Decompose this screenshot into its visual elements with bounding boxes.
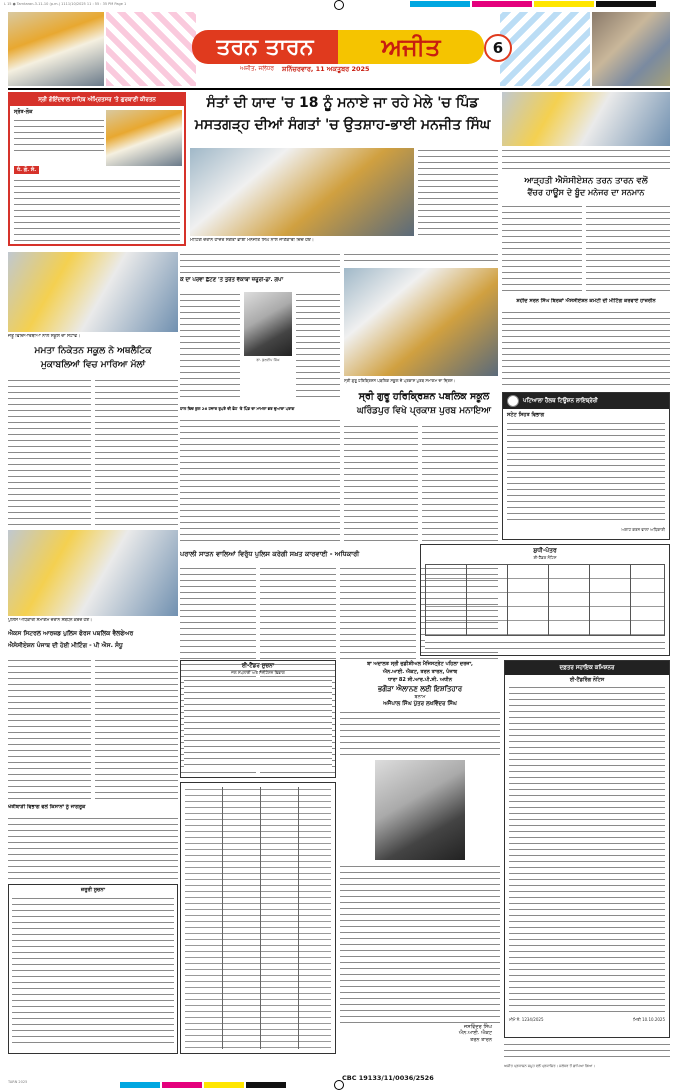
masthead-rule <box>8 88 670 90</box>
cmyk-strip-black <box>596 1 656 7</box>
masthead-city: ਅਜੀਤ, ਜਲੰਧਰ <box>240 65 275 72</box>
hospital-ad-body <box>507 421 665 525</box>
school-crest-icon <box>507 395 519 407</box>
masthead-building-photo <box>592 12 670 86</box>
mid-intro <box>180 252 340 274</box>
right-top-body-a <box>502 148 670 174</box>
proclamation-body-1 <box>340 710 500 756</box>
centre-body-3 <box>340 566 416 662</box>
cmyk-strip-cyan <box>410 1 470 7</box>
police-body-2 <box>95 658 178 802</box>
lead-caption: ਮੀਟਿੰਗ ਦੌਰਾਨ ਹਾਜ਼ਰ ਸੰਗਤਾਂ ਭਾਈ ਮਨਜੀਤ ਸਿੰਘ ਨਾਲ ਜਾਣਕਾਰੀ ਦਿੰਦੇ ਹੋਏ। <box>190 238 314 243</box>
proclamation-sign-name: ਜਸਵਿੰਦਰ ਸਿੰਘ <box>464 1024 492 1031</box>
right-top-headline-line1: ਆੜ੍ਹਤੀ ਐਸੋਸੀਏਸ਼ਨ ਤਰਨ ਤਾਰਨ ਵਲੋਂ <box>524 176 648 186</box>
school-left-headline-line2: ਮੁਕਾਬਲਿਆਂ ਵਿਚ ਮਾਰਿਆ ਮੱਲਾਂ <box>40 360 146 370</box>
print-strip-top: L 15 ● Tarntaran-3-11-10 (p.m.) 1111/10/2025 11 : 55 : 35 PM Page 1 <box>4 2 127 6</box>
proclamation-line3: ਧਾਰਾ 82 ਸੀ.ਆਰ.ਪੀ.ਸੀ. ਅਧੀਨ <box>388 677 452 683</box>
right-notice <box>504 660 670 1038</box>
hospital-ad-footer: ਅਲਾਟ ਕਰਨ ਵਾਲਾ ਅਧਿਕਾਰੀ <box>621 527 665 532</box>
bottom-tender-grid <box>185 787 331 1049</box>
mid-body-3 <box>180 418 340 544</box>
small-ad-label: ਜ਼ਰੂਰੀ ਸੂਚਨਾ <box>81 887 105 893</box>
guru-school-body-2 <box>422 424 498 544</box>
cmyk-bottom-yellow <box>204 1082 244 1088</box>
right-mid-headline: ਸ਼ਹੀਦ ਸਰਨ ਸਿੰਘ ਬਿਰਕਾਂ ਐਸੋਸੀਏਸ਼ਨ ਕਮੇਟੀ ਦੀ ਮੀਟਿੰਗ ਕਰਵਾਏ ਹਾਜ਼ਰੀਨ <box>516 298 656 304</box>
small-story-left-body <box>8 816 178 880</box>
small-ad-left <box>8 884 178 1054</box>
guru-school-headline <box>344 390 504 420</box>
lead-body-right <box>418 148 498 238</box>
proclamation-line6: ਅਜੈਪਾਲ ਸਿੰਘ ਪੁੱਤਰ ਲਖਵਿੰਦਰ ਸਿੰਘ <box>383 701 457 708</box>
doctor-photo-caption: ਡਾ. ਕੁਲਦੀਪ ਸਿੰਘ <box>256 358 280 362</box>
golden-temple-photo <box>8 12 104 86</box>
proclamation-head <box>340 660 500 708</box>
notice-top-footer <box>425 640 665 652</box>
small-headline-left: ਖੇਤੀਬਾੜੀ ਵਿਭਾਗ ਵਲੋਂ ਕਿਸਾਨਾਂ ਨੂੰ ਜਾਗਰੂਕ <box>8 804 86 810</box>
right-top-body-b1 <box>502 204 582 294</box>
proclamation-line1: ਬਾ ਅਦਾਲਤ ਸ੍ਰੀ ਜੁਡੀਸ਼ੀਅਲ ਮੈਜਿਸਟ੍ਰੇਟ ਪਹਿਲਾ ਦਰਜਾ, <box>367 661 473 667</box>
right-top-body-b2 <box>586 204 670 294</box>
small-ad-body <box>12 896 174 1046</box>
cmyk-bottom-cyan <box>120 1082 160 1088</box>
masthead-ornament-right <box>500 12 590 86</box>
hospital-ad <box>502 392 670 540</box>
mid-sub-headline: ਹਾਲ ਵਿਚ ਕੁਲ 26 ਹਜ਼ਾਰ ਰੁਪਏ ਦੀ ਛੋਟ 'ਤੇ ਪਿੰਡ ਦਾ ਮਾਮਲਾ ਭਰ ਦੁਆਰਾ ਪਰਾਗ <box>180 406 295 411</box>
school-left-headline-line1: ਮਮਤਾ ਨਿਕੇਤਨ ਸਕੂਲ ਨੇ ਅਥਲੈਟਿਕ <box>34 346 152 356</box>
notice-top-sub: ਈ-ਟੈਂਡਰ ਨੋਟਿਸ <box>533 555 557 560</box>
police-body-1 <box>8 658 91 802</box>
police-photo <box>8 530 178 616</box>
cbc-code: CBC 19133/11/0036/2526 <box>342 1074 434 1082</box>
registration-mark-icon <box>334 0 344 10</box>
cmyk-bottom-magenta <box>162 1082 202 1088</box>
proclamation-line5: ਬਨਾਮ <box>414 694 426 700</box>
notice-top <box>420 544 670 656</box>
tender-sub: ਜਲ ਸਪਲਾਈ ਅਤੇ ਸੈਨੀਟੇਸ਼ਨ ਵਿਭਾਗ <box>231 670 285 675</box>
tender-title: ਈ-ਟੈਂਡਰ ਸੂਚਨਾ <box>241 663 275 669</box>
notice-top-title: ਸ਼ੁਧੀ-ਪੱਤਰ <box>533 547 557 554</box>
masthead-title-right <box>338 30 484 64</box>
masthead-date: ਸ਼ਨਿੱਚਰਵਾਰ, 11 ਅਕਤੂਬਰ 2025 <box>282 65 370 73</box>
mid-body-1 <box>180 292 240 402</box>
gurbani-sub2: ਧੰ. ਗੋ. ਸੰ. <box>14 166 39 174</box>
proclamation-body-2 <box>340 864 500 1024</box>
guru-school-headline-line2: ਘਰਿੰਡਪੁਰ ਵਿਖੇ ਪ੍ਰਕਾਸ਼ ਪੁਰਬ ਮਨਾਇਆ <box>356 406 491 416</box>
lead-photo <box>190 148 414 236</box>
masthead-subline <box>240 65 470 75</box>
hospital-ad-name: ਪਟਿਆਲਾ ਹੈਲਥ ਟਿਊਸ਼ਨ ਲਾਇਬ੍ਰੇਰੀ <box>523 397 598 404</box>
guru-school-intro <box>344 252 498 266</box>
masthead-title-right-text: ਅਜੀਤ <box>381 33 441 61</box>
masthead-title-left-text: ਤਰਨ ਤਾਰਨ <box>216 34 314 60</box>
school-left-body-1 <box>8 378 91 526</box>
print-strip-bottom: TARN 2025 <box>8 1080 28 1084</box>
lead-headline <box>190 92 495 144</box>
page-number-circle <box>484 34 512 62</box>
proclamation-box <box>340 660 500 1070</box>
gurbani-text-1 <box>14 118 104 156</box>
accused-photo <box>375 760 465 860</box>
police-headline-line1: ਐਕਸ ਸਿਟਰਲ ਆਰਜ਼ਡ ਪੁਲਿਸ ਫੋਰਸ ਪਬਲਿਕ ਵੈਲਫੇਅਰ <box>8 630 134 637</box>
proclamation-sign-place: ਤਰਨ ਤਾਰਨ <box>470 1036 492 1043</box>
right-notice-date: ਮਿਤੀ 10.10.2025 <box>633 1017 665 1022</box>
police-caption: ਪੁਲਿਸ ਅਧਿਕਾਰੀ ਸਮਾਗਮ ਦੌਰਾਨ ਸੰਬੋਧਨ ਕਰਦੇ ਹੋਏ। <box>8 618 92 623</box>
gurbani-sub1: ਸ੍ਰੋਤ-ਲੋਕ <box>14 109 33 115</box>
guru-school-caption: ਸ੍ਰੀ ਗੁਰੂ ਹਰਿਕ੍ਰਿਸ਼ਨ ਪਬਲਿਕ ਸਕੂਲ ਦੇ ਪ੍ਰਕਾਸ਼ ਪੁਰਬ ਸਮਾਗਮ ਦਾ ਦ੍ਰਿਸ਼। <box>344 378 456 383</box>
hospital-ad-header <box>503 393 669 409</box>
police-headline-line2: ਐਸੋਸੀਏਸ਼ਨ ਪੰਜਾਬ ਦੀ ਹੋਈ ਮੀਟਿੰਗ - ਪੀ ਐਸ. ਸੰਧੂ <box>8 642 123 649</box>
right-notice-ref: ਮੀਮੋ ਨੰ. 1234/2025 <box>509 1017 544 1022</box>
guru-school-body-1 <box>344 424 418 544</box>
gurbani-heading-text: ਸ੍ਰੀ ਗੋਇੰਦਵਾਲ ਸਾਹਿਬ ਅੰਮ੍ਰਿਤਸਰ 'ਤੇ ਗੁਰਬਾਣੀ ਕੀਰਤਨ <box>38 96 156 103</box>
centre-headline: ਪਰਾਲੀ ਸਾੜਨ ਵਾਲਿਆਂ ਵਿਰੁੱਧ ਪੁਲਿਸ ਕਰੇਗੀ ਸਖ਼ਤ ਕਾਰਵਾਈ - ਅਧਿਕਾਰੀ <box>180 550 360 558</box>
gurbani-heading <box>10 94 184 106</box>
cmyk-bottom-black <box>246 1082 286 1088</box>
right-notice-title: ਦਫ਼ਤਰ ਸਹਾਇਕ ਕਮਿਸ਼ਨਰ <box>559 664 615 671</box>
gurbani-photo <box>106 110 182 166</box>
tender-body <box>184 678 332 768</box>
school-left-body-2 <box>95 378 178 526</box>
lead-headline-line1: ਸੰਤਾਂ ਦੀ ਯਾਦ 'ਚ 18 ਨੂੰ ਮਨਾਏ ਜਾ ਰਹੇ ਮੇਲੇ 'ਚ ਪਿੰਡ <box>206 95 479 111</box>
proclamation-sign-role: ਐਨ.ਆਈ. ਐਕਟ <box>458 1030 492 1037</box>
right-notice-footer <box>509 1017 665 1022</box>
notice-top-table <box>425 564 665 636</box>
proclamation-line4: ਭਗੌੜਾ ਐਲਾਨਣ ਲਈ ਇਸ਼ਤਿਹਾਰ <box>377 685 463 693</box>
lead-headline-line2: ਮਸਤਗੜ੍ਹ ਦੀਆਂ ਸੰਗਤਾਂ 'ਚ ਉਤਸ਼ਾਹ-ਭਾਈ ਮਨਜੀਤ ਸਿੰਘ <box>194 117 491 133</box>
cmyk-strip-yellow <box>534 1 594 7</box>
imprint: ਅਜੀਤ ਪ੍ਰਕਾਸ਼ਨ ਸਮੂਹ ਵਲੋਂ ਪ੍ਰਕਾਸ਼ਿਤ। ਜਲੰਧਰ ਤੋਂ ਛਾਪਿਆ ਗਿਆ। <box>504 1064 595 1068</box>
right-notice-header <box>505 661 669 675</box>
right-mid-body <box>502 310 670 388</box>
masthead-ornament-left <box>106 12 196 86</box>
mid-body-2 <box>296 292 340 402</box>
school-left-caption: ਜੇਤੂ ਵਿਦਿਆਰਥੀਆਂ ਨਾਲ ਸਕੂਲ ਦਾ ਸਟਾਫ। <box>8 334 81 339</box>
right-notice-body <box>509 685 665 1015</box>
police-headline <box>8 628 178 654</box>
right-top-photo <box>502 92 670 146</box>
school-photo-left <box>8 252 178 332</box>
cmyk-strip-magenta <box>472 1 532 7</box>
masthead-title-left <box>192 30 338 64</box>
imprint-lines <box>504 1042 670 1062</box>
gurbani-box <box>8 92 186 246</box>
right-top-headline-line2: ਵੈਂਚਰ ਹਾਊਸ ਦੇ ਬੂੰਦ ਮਨੇਜਰ ਦਾ ਸਨਮਾਨ <box>527 188 645 197</box>
gurbani-text-2 <box>14 178 180 246</box>
bottom-tender-table <box>180 782 336 1054</box>
proclamation-line2: ਐਨ.ਆਈ. ਐਕਟ, ਤਰਨ ਤਾਰਨ, ਪੰਜਾਬ <box>382 669 458 675</box>
tender-box <box>180 660 336 778</box>
mid-headline: ਕੇ ਦਾ ਪਰਵਾ ਛੱਟਣ 'ਤੇ ਤੁਰੰਤ ਵੱਕਾਬਾ ਜ਼ਰੂਰੀ-ਡਾ. ਗੋਪਾ <box>180 277 283 283</box>
page-number: 6 <box>492 39 504 57</box>
proclamation-signature <box>340 1024 500 1043</box>
right-top-headline <box>502 175 670 201</box>
right-notice-sub: ਈ-ਟੈਂਡਰਿੰਗ ਨੋਟਿਸ <box>569 677 605 683</box>
guru-school-headline-line1: ਸ੍ਰੀ ਗੁਰੂ ਹਰਿਕ੍ਰਿਸ਼ਨ ਪਬਲਿਕ ਸਕੂਲ <box>358 391 490 402</box>
doctor-photo <box>244 292 292 356</box>
hospital-ad-subtitle: ਸਟੇਟ ਸਿਹਤ ਵਿਭਾਗ <box>507 412 545 418</box>
school-left-headline <box>8 344 178 374</box>
guru-school-photo <box>344 268 498 376</box>
